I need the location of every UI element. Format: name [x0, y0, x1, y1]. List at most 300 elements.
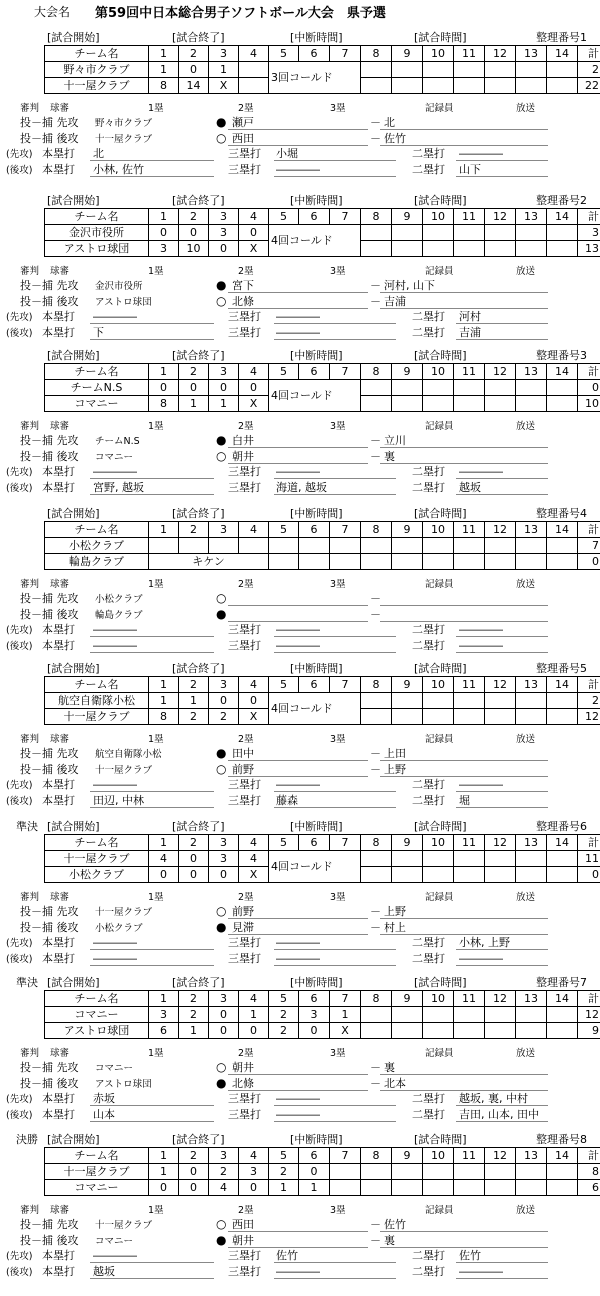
total-score: 22: [578, 78, 600, 94]
inning-score: 4: [209, 1180, 239, 1196]
header-row: [45, 209, 600, 225]
duration-label: [試合時間]: [414, 31, 467, 44]
team-name: アストロ球団: [45, 1023, 149, 1039]
inning-header: 6: [299, 364, 330, 380]
underline: [90, 1278, 214, 1279]
underline: [380, 621, 548, 622]
inning-score: [454, 241, 485, 257]
inning-header: 10: [423, 209, 454, 225]
inning-header: 9: [392, 522, 423, 538]
scoreboard-table: [44, 676, 600, 725]
team-name: 小松クラブ: [45, 538, 149, 554]
team-row: [45, 62, 600, 78]
underline: [380, 918, 548, 919]
battery-team: コマニー: [95, 1235, 133, 1248]
third-base-umpire-label: 3塁: [330, 1204, 346, 1217]
inning-score: [485, 62, 516, 78]
pitcher-name: 瀬戸: [232, 116, 254, 129]
inning-score: 0: [239, 1180, 269, 1196]
third-base-umpire-label: 3塁: [330, 733, 346, 746]
team-name: 野々市クラブ: [45, 62, 149, 78]
game-block: [0, 197, 600, 357]
inning-score: [485, 851, 516, 867]
inning-score: [516, 1180, 547, 1196]
inning-score: [330, 554, 361, 570]
underline: [456, 1121, 548, 1122]
battery-label: 投－捕 先攻: [20, 592, 79, 605]
inning-header: 10: [423, 46, 454, 62]
game-number: 整理番号7: [536, 976, 587, 989]
team-name: 輪島クラブ: [45, 554, 149, 570]
inning-score: [361, 538, 392, 554]
double-hitters: 吉浦: [459, 326, 481, 339]
inning-score: [516, 1007, 547, 1023]
win-loss-mark: ○: [216, 1218, 226, 1231]
inning-score: 0: [149, 225, 179, 241]
double-hitters: ――――: [459, 623, 503, 636]
inning-score: [269, 538, 299, 554]
home-run-label: 本塁打: [42, 936, 75, 949]
tournament-label: 大会名: [34, 3, 70, 20]
home-run-hitters: ――――: [93, 623, 137, 636]
triple-hitters: ――――: [276, 326, 320, 339]
inning-score: 2: [209, 709, 239, 725]
underline: [380, 760, 548, 761]
inning-score: 3: [149, 1007, 179, 1023]
inning-score: [392, 693, 423, 709]
inning-score: 1: [149, 693, 179, 709]
home-run-label: 本塁打: [42, 778, 75, 791]
team-row: [45, 851, 600, 867]
inning-score: [209, 538, 239, 554]
end-label: [試合終了]: [172, 31, 225, 44]
underline: [228, 760, 368, 761]
inning-score: [423, 851, 454, 867]
inning-score: [299, 538, 330, 554]
inning-score: [485, 1023, 516, 1039]
inning-score: X: [239, 396, 269, 412]
underline: [380, 1090, 548, 1091]
total-score: 3: [578, 225, 600, 241]
end-label: [試合終了]: [172, 976, 225, 989]
triple-hitters: 小堀: [276, 147, 298, 160]
inning-header: 13: [516, 209, 547, 225]
pitcher-name: 西田: [232, 1218, 254, 1231]
inning-header: 12: [485, 522, 516, 538]
second-base-umpire-label: 2塁: [238, 733, 254, 746]
home-run-hitters: ――――: [93, 778, 137, 791]
double-hitters: ――――: [459, 465, 503, 478]
inning-header: 12: [485, 991, 516, 1007]
underline: [90, 339, 214, 340]
inning-score: [392, 62, 423, 78]
battery-team: アストロ球団: [95, 296, 152, 309]
inning-score: [361, 709, 392, 725]
inning-score: 0: [239, 693, 269, 709]
inning-score: [485, 693, 516, 709]
pitcher-name: 北條: [232, 1077, 254, 1090]
inning-score: [392, 396, 423, 412]
double-hitters: ――――: [459, 639, 503, 652]
home-run-hitters: ――――: [93, 1249, 137, 1262]
inning-header: 11: [454, 364, 485, 380]
triple-hitters: ――――: [276, 163, 320, 176]
batting-side-label: (先攻): [6, 779, 32, 792]
triple-hitters: ――――: [276, 778, 320, 791]
inning-header: 8: [361, 46, 392, 62]
pitcher-name: 前野: [232, 763, 254, 776]
inning-score: [361, 867, 392, 883]
inning-score: [547, 1164, 578, 1180]
underline: [90, 791, 214, 792]
battery-label: 投－捕 後攻: [20, 450, 79, 463]
inning-score: [361, 380, 392, 396]
battery-team: アストロ球団: [95, 1078, 152, 1091]
underline: [380, 605, 548, 606]
inning-score: 0: [179, 867, 209, 883]
batting-side-label: (後攻): [6, 640, 32, 653]
team-column-header: チーム名: [45, 522, 149, 538]
umpire-label: 審判: [20, 1204, 39, 1217]
end-label: [試合終了]: [172, 820, 225, 833]
underline: [90, 949, 214, 950]
game-result: 3回コールド: [269, 62, 361, 94]
home-run-hitters: ――――: [93, 952, 137, 965]
inning-score: [392, 241, 423, 257]
inning-header: 12: [485, 209, 516, 225]
game-number: 整理番号4: [536, 507, 587, 520]
double-label: 二塁打: [412, 794, 445, 807]
underline: [90, 478, 214, 479]
inning-score: [149, 538, 179, 554]
recorder-label: 記録員: [425, 265, 454, 278]
round-label: 決勝: [16, 1133, 38, 1146]
inning-score: [454, 225, 485, 241]
pitcher-name: 朝井: [232, 450, 254, 463]
double-hitters: 佐竹: [459, 1249, 481, 1262]
inning-score: [516, 538, 547, 554]
inning-score: 3: [299, 1007, 330, 1023]
double-label: 二塁打: [412, 481, 445, 494]
inning-header: 13: [516, 835, 547, 851]
inning-score: 0: [149, 380, 179, 396]
game-block: [0, 1136, 600, 1296]
scoreboard-table: [44, 834, 600, 883]
announcer-label: 放送: [516, 1047, 535, 1060]
inning-score: X: [209, 78, 239, 94]
inning-header: 8: [361, 991, 392, 1007]
double-label: 二塁打: [412, 1092, 445, 1105]
inning-score: 0: [209, 1023, 239, 1039]
double-hitters: 河村: [459, 310, 481, 323]
total-header: 計: [578, 991, 600, 1007]
total-header: 計: [578, 209, 600, 225]
total-score: 2: [578, 62, 600, 78]
inning-header: 4: [239, 677, 269, 693]
suspend-label: [中断時間]: [290, 976, 343, 989]
battery-team: 十一屋クラブ: [95, 764, 152, 777]
team-name: コマニー: [45, 1180, 149, 1196]
double-hitters: 越坂, 裏, 中村: [459, 1092, 528, 1105]
inning-score: [330, 538, 361, 554]
triple-label: 三塁打: [228, 1249, 261, 1262]
catcher-name: 吉浦: [384, 295, 406, 308]
home-run-hitters: 赤坂: [93, 1092, 115, 1105]
home-run-hitters: 宮野, 越坂: [93, 481, 144, 494]
total-score: 0: [578, 380, 600, 396]
inning-header: 9: [392, 677, 423, 693]
inning-header: 2: [179, 991, 209, 1007]
double-hitters: 小林, 上野: [459, 936, 510, 949]
battery-team: チームN.S: [95, 435, 140, 448]
team-row: [45, 693, 600, 709]
underline: [456, 965, 548, 966]
underline: [228, 463, 368, 464]
battery-label: 投－捕 先攻: [20, 905, 79, 918]
win-loss-mark: ●: [216, 747, 226, 760]
inning-score: [361, 693, 392, 709]
inning-score: 0: [299, 1164, 330, 1180]
scoreboard-table: [44, 990, 600, 1039]
underline: [90, 636, 214, 637]
inning-header: 10: [423, 364, 454, 380]
home-run-hitters: 田辺, 中林: [93, 794, 144, 807]
underline: [380, 934, 548, 935]
win-loss-mark: ○: [216, 763, 226, 776]
third-base-umpire-label: 3塁: [330, 1047, 346, 1060]
double-hitters: 吉田, 山本, 田中: [459, 1108, 539, 1121]
underline: [90, 176, 214, 177]
win-loss-mark: ○: [216, 450, 226, 463]
plate-umpire-label: 球審: [50, 102, 69, 115]
inning-header: 1: [149, 677, 179, 693]
inning-score: [516, 693, 547, 709]
inning-score: [392, 851, 423, 867]
inning-header: 8: [361, 677, 392, 693]
inning-score: [361, 1023, 392, 1039]
batting-side-label: (先攻): [6, 466, 32, 479]
home-run-hitters: 北: [93, 147, 104, 160]
recorder-label: 記録員: [425, 420, 454, 433]
inning-header: 6: [299, 835, 330, 851]
inning-score: [485, 538, 516, 554]
battery-dash: －: [370, 592, 381, 605]
header-row: [45, 991, 600, 1007]
battery-label: 投－捕 後攻: [20, 1234, 79, 1247]
inning-header: 7: [330, 835, 361, 851]
double-hitters: ――――: [459, 952, 503, 965]
inning-score: [239, 62, 269, 78]
inning-score: 1: [179, 1023, 209, 1039]
inning-header: 9: [392, 364, 423, 380]
game-result: 4回コールド: [269, 225, 361, 257]
team-row: [45, 225, 600, 241]
inning-score: 14: [179, 78, 209, 94]
inning-score: [239, 78, 269, 94]
start-label: [試合開始]: [47, 31, 100, 44]
inning-header: 11: [454, 991, 485, 1007]
recorder-label: 記録員: [425, 578, 454, 591]
inning-header: 13: [516, 46, 547, 62]
win-loss-mark: ○: [216, 905, 226, 918]
home-run-hitters: ――――: [93, 936, 137, 949]
inning-header: 7: [330, 46, 361, 62]
plate-umpire-label: 球審: [50, 420, 69, 433]
home-run-label: 本塁打: [42, 147, 75, 160]
header-row: [45, 46, 600, 62]
inning-header: 2: [179, 209, 209, 225]
inning-score: [516, 225, 547, 241]
team-name: コマニー: [45, 1007, 149, 1023]
inning-header: 12: [485, 1148, 516, 1164]
team-row: [45, 380, 600, 396]
inning-score: [547, 1180, 578, 1196]
inning-score: [485, 396, 516, 412]
game-block: [0, 979, 600, 1139]
underline: [228, 918, 368, 919]
inning-score: 2: [179, 709, 209, 725]
second-base-umpire-label: 2塁: [238, 102, 254, 115]
batting-side-label: (後攻): [6, 1109, 32, 1122]
duration-label: [試合時間]: [414, 662, 467, 675]
inning-header: 14: [547, 522, 578, 538]
double-label: 二塁打: [412, 1265, 445, 1278]
inning-header: 9: [392, 209, 423, 225]
inning-score: [330, 1164, 361, 1180]
inning-score: [485, 78, 516, 94]
home-run-hitters: ――――: [93, 465, 137, 478]
inning-score: [516, 1164, 547, 1180]
inning-score: 0: [209, 380, 239, 396]
underline: [380, 1247, 548, 1248]
triple-label: 三塁打: [228, 794, 261, 807]
home-run-label: 本塁打: [42, 1092, 75, 1105]
underline: [228, 1074, 368, 1075]
inning-score: [454, 693, 485, 709]
inning-score: [423, 709, 454, 725]
triple-label: 三塁打: [228, 465, 261, 478]
inning-score: [392, 554, 423, 570]
team-row: [45, 554, 600, 570]
double-hitters: 堀: [459, 794, 470, 807]
inning-header: 3: [209, 46, 239, 62]
inning-score: [547, 78, 578, 94]
underline: [274, 494, 396, 495]
total-score: 12: [578, 709, 600, 725]
inning-header: 4: [239, 364, 269, 380]
catcher-name: 裏: [384, 1234, 395, 1247]
battery-dash: －: [370, 295, 381, 308]
first-base-umpire-label: 1塁: [148, 578, 164, 591]
inning-score: 8: [149, 709, 179, 725]
underline: [380, 776, 548, 777]
inning-header: 14: [547, 835, 578, 851]
battery-dash: －: [370, 1218, 381, 1231]
inning-header: 14: [547, 46, 578, 62]
inning-score: [516, 709, 547, 725]
recorder-label: 記録員: [425, 1204, 454, 1217]
inning-score: [454, 554, 485, 570]
first-base-umpire-label: 1塁: [148, 1047, 164, 1060]
inning-header: 13: [516, 677, 547, 693]
batting-side-label: (後攻): [6, 327, 32, 340]
inning-score: [516, 1023, 547, 1039]
announcer-label: 放送: [516, 1204, 535, 1217]
inning-header: 4: [239, 209, 269, 225]
battery-team: 十一屋クラブ: [95, 1219, 152, 1232]
home-run-label: 本塁打: [42, 794, 75, 807]
double-hitters: 越坂: [459, 481, 481, 494]
inning-header: 3: [209, 677, 239, 693]
underline: [274, 323, 396, 324]
suspend-label: [中断時間]: [290, 31, 343, 44]
start-label: [試合開始]: [47, 507, 100, 520]
page-header: [0, 0, 600, 24]
batting-side-label: (後攻): [6, 795, 32, 808]
inning-header: 2: [179, 835, 209, 851]
inning-header: 2: [179, 46, 209, 62]
duration-label: [試合時間]: [414, 349, 467, 362]
triple-hitters: ――――: [276, 1092, 320, 1105]
umpire-label: 審判: [20, 102, 39, 115]
start-label: [試合開始]: [47, 820, 100, 833]
inning-header: 10: [423, 677, 454, 693]
inning-score: [392, 867, 423, 883]
inning-score: 0: [239, 380, 269, 396]
team-column-header: チーム名: [45, 835, 149, 851]
inning-header: 10: [423, 835, 454, 851]
inning-score: [547, 554, 578, 570]
inning-header: 14: [547, 991, 578, 1007]
team-column-header: チーム名: [45, 677, 149, 693]
batting-side-label: (先攻): [6, 624, 32, 637]
double-hitters: ――――: [459, 1265, 503, 1278]
inning-score: 0: [149, 1180, 179, 1196]
win-loss-mark: ●: [216, 279, 226, 292]
inning-score: [423, 693, 454, 709]
inning-header: 3: [209, 522, 239, 538]
team-name: 十一屋クラブ: [45, 78, 149, 94]
catcher-name: 上野: [384, 905, 406, 918]
triple-hitters: ――――: [276, 623, 320, 636]
inning-score: [423, 554, 454, 570]
inning-score: 0: [209, 867, 239, 883]
total-header: 計: [578, 677, 600, 693]
pitcher-name: 白井: [232, 434, 254, 447]
catcher-name: 裏: [384, 450, 395, 463]
inning-header: 5: [269, 522, 299, 538]
announcer-label: 放送: [516, 891, 535, 904]
pitcher-name: 見滞: [232, 921, 254, 934]
triple-label: 三塁打: [228, 1108, 261, 1121]
battery-team: 十一屋クラブ: [95, 133, 152, 146]
inning-score: [485, 1007, 516, 1023]
game-result: 4回コールド: [269, 380, 361, 412]
inning-header: 2: [179, 364, 209, 380]
battery-team: 小松クラブ: [95, 922, 143, 935]
inning-header: 1: [149, 522, 179, 538]
header-row: [45, 677, 600, 693]
triple-label: 三塁打: [228, 778, 261, 791]
home-run-hitters: 越坂: [93, 1265, 115, 1278]
inning-header: 4: [239, 522, 269, 538]
inning-header: 7: [330, 364, 361, 380]
inning-score: X: [239, 241, 269, 257]
underline: [274, 652, 396, 653]
inning-score: [547, 1007, 578, 1023]
inning-header: 14: [547, 1148, 578, 1164]
underline: [228, 1231, 368, 1232]
